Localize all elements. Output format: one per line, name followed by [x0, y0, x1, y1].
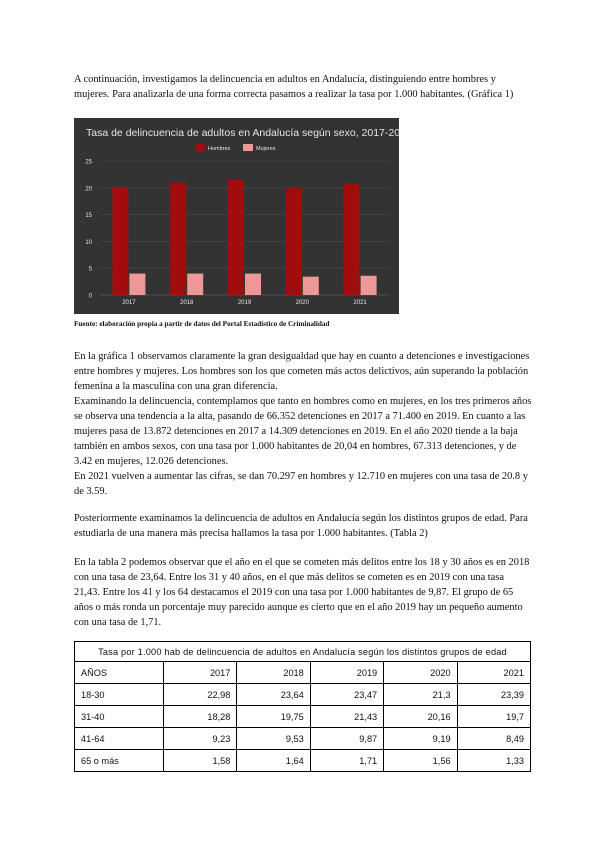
- legend-label: Hombres: [208, 146, 231, 152]
- year-header: 2020: [384, 662, 457, 684]
- y-tick-label: 15: [85, 213, 92, 220]
- chart-container: [74, 118, 399, 314]
- year-header: 2018: [237, 662, 310, 684]
- x-tick-label: 2020: [295, 300, 309, 306]
- bar-mujeres-2020: [303, 277, 319, 295]
- y-tick-label: 20: [85, 186, 92, 193]
- rate-cell: 9,53: [237, 728, 310, 750]
- x-tick-label: 2019: [237, 300, 252, 306]
- rate-cell: 21,43: [310, 706, 383, 728]
- rate-cell: 23,64: [237, 684, 310, 706]
- table-row: [75, 750, 531, 772]
- bar-mujeres-2017: [129, 274, 145, 295]
- rate-cell: 1,58: [164, 750, 237, 772]
- age-group-label: 65 o más: [75, 750, 164, 772]
- legend-swatch: [195, 144, 205, 151]
- bar-hombres-2018: [170, 182, 186, 295]
- intro-paragraph: A continuación, investigamos la delincuencia en adultos en Andalucía, distinguiendo entre hombres y mujeres. Para analizarla de una forma correcta pasamos a realizar la tasa por 1.000 habitantes. (Gráfica 1): [74, 74, 514, 100]
- y-tick-label: 25: [85, 159, 92, 166]
- rate-cell: 9,87: [310, 728, 383, 750]
- rate-cell: 1,56: [384, 750, 457, 772]
- rate-cell: 20,16: [384, 706, 457, 728]
- rate-cell: 1,64: [237, 750, 310, 772]
- y-tick-label: 10: [85, 239, 92, 246]
- rate-cell: 19,75: [237, 706, 310, 728]
- legend-label: Mujeres: [256, 146, 276, 152]
- bar-mujeres-2018: [187, 274, 203, 295]
- bar-mujeres-2021: [361, 276, 377, 295]
- y-tick-label: 0: [88, 293, 92, 300]
- chart-title: Tasa de delincuencia de adultos en Andalucía según sexo, 2017-2021: [86, 127, 399, 139]
- table-header-row: [75, 662, 531, 684]
- age-group-table: [74, 641, 531, 772]
- bar-hombres-2021: [344, 184, 360, 295]
- rate-cell: 8,49: [457, 728, 530, 750]
- bar-hombres-2020: [286, 188, 302, 295]
- rate-cell: 23,47: [310, 684, 383, 706]
- body-paragraph-3: En 2021 vuelven a aumentar las cifras, se dan 70.297 en hombres y 12.710 en mujeres con una tasa de 20.8 y de 3.59.: [74, 471, 528, 497]
- y-tick-label: 5: [88, 266, 92, 273]
- bar-hombres-2017: [112, 188, 128, 295]
- bar-mujeres-2019: [245, 274, 261, 295]
- table-row: [75, 728, 531, 750]
- year-header: 2019: [310, 662, 383, 684]
- body-paragraph-4: Posteriormente examinamos la delincuencia de adultos en Andalucía según los distintos grupos de edad. Para estudiarla de una manera más precisa hallamos la tasa por 1.000 habitantes. (Tabla 2): [74, 513, 528, 539]
- years-header-label: AÑOS: [75, 662, 164, 684]
- rate-cell: 1,71: [310, 750, 383, 772]
- body-paragraph-1: En la gráfica 1 observamos claramente la gran desigualdad que hay en cuanto a detenciones e investigaciones entre hombres y mujeres. Los hombres son los que cometen más actos delictivos, aún superando la población femenina a la masculina con una gran diferencia.: [74, 351, 530, 392]
- age-group-label: 41-64: [75, 728, 164, 750]
- rate-cell: 1,33: [457, 750, 530, 772]
- chart-legend: [195, 144, 276, 152]
- rate-cell: 19,7: [457, 706, 530, 728]
- rate-cell: 9,23: [164, 728, 237, 750]
- rate-cell: 18,28: [164, 706, 237, 728]
- chart-caption: Fuente: elaboración propia a partir de datos del Portal Estadístico de Criminalidad: [74, 320, 330, 328]
- table-row: [75, 706, 531, 728]
- bar-chart: [74, 118, 399, 314]
- body-paragraph-2: Examinando la delincuencia, contemplamos que tanto en hombres como en mujeres, en los tres primeros años se observa una tendencia a la alta, pasando de 66.352 detenciones en 2017 a 71.400 en 2019. En cuanto a las mujeres pasa de 13.872 detenciones en 2017 a 14.309 detenciones en 2019. En el año 2020 tiende a la baja también en ambos sexos, con una tasa por 1.000 habitantes de 20,04 en hombres, 67.313 detenciones, y de 3.42 en mujeres, 12.026 detenciones.: [74, 396, 532, 467]
- table-title: Tasa por 1.000 hab de delincuencia de adultos en Andalucía según los distintos grupos de edad: [75, 642, 531, 662]
- legend-swatch: [243, 144, 253, 151]
- x-tick-label: 2017: [122, 300, 136, 306]
- x-tick-label: 2018: [180, 300, 194, 306]
- table-row: [75, 684, 531, 706]
- body-paragraph-5: En la tabla 2 podemos observar que el año en el que se cometen más delitos entre los 18 y 30 años es en 2018 con una tasa de 23,64. Entre los 31 y 40 años, en el que más delitos se cometen es en 2019 con una tasa 21,43. Entre los 41 y los 64 destacamos el 2019 con una tasa por 1.000 habitantes de 9,87. El grupo de 65 años o más ronda un porcentaje muy parecido aunque es cierto que en el año 2019 hay un pequeño aumento con una tasa de 1,71.: [74, 557, 530, 628]
- rate-cell: 22,98: [164, 684, 237, 706]
- bar-hombres-2019: [228, 180, 244, 295]
- rate-cell: 23,39: [457, 684, 530, 706]
- year-header: 2017: [164, 662, 237, 684]
- rate-cell: 21,3: [384, 684, 457, 706]
- chart-bars: [112, 180, 376, 295]
- age-group-label: 18-30: [75, 684, 164, 706]
- x-tick-label: 2021: [353, 300, 367, 306]
- age-group-label: 31-40: [75, 706, 164, 728]
- year-header: 2021: [457, 662, 530, 684]
- rate-cell: 9,19: [384, 728, 457, 750]
